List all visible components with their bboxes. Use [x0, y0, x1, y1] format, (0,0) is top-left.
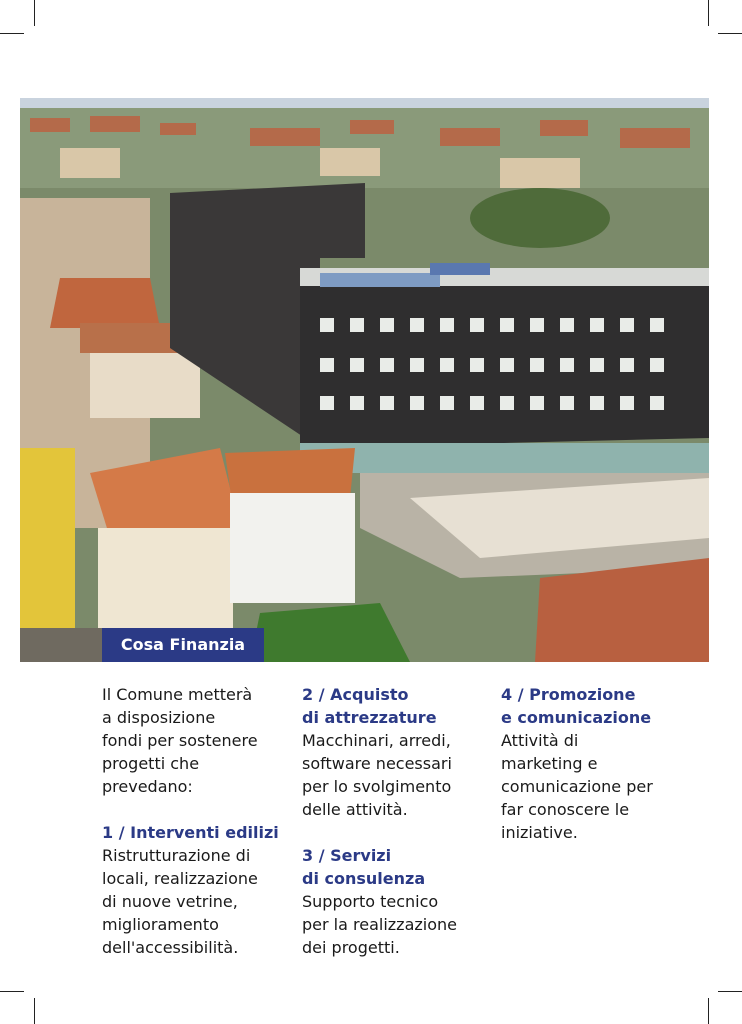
intro-line: Il Comune metterà	[102, 685, 253, 704]
column-3	[501, 683, 701, 844]
item-1-body: miglioramento	[102, 915, 219, 934]
intro-line: fondi per sostenere	[102, 731, 258, 750]
item-4-body: marketing e	[501, 754, 598, 773]
item-4-heading: e comunicazione	[501, 708, 652, 727]
item-1-heading: 1 / Interventi edilizi	[102, 823, 279, 842]
item-3-body: dei progetti.	[302, 938, 400, 957]
crop-mark	[708, 998, 709, 1024]
crop-mark	[0, 33, 24, 34]
crop-mark	[34, 998, 35, 1024]
item-4-body: iniziative.	[501, 823, 578, 842]
item-4-heading: 4 / Promozione	[501, 685, 636, 704]
item-4-body: comunicazione per	[501, 777, 653, 796]
item-4-body: Attività di	[501, 731, 579, 750]
item-1-body: locali, realizzazione	[102, 869, 258, 888]
item-3-heading: 3 / Servizi	[302, 846, 392, 865]
item-3-body: per la realizzazione	[302, 915, 457, 934]
crop-mark	[718, 991, 742, 992]
crop-mark	[718, 33, 742, 34]
item-2-body: per lo svolgimento	[302, 777, 452, 796]
intro-line: progetti che	[102, 754, 200, 773]
item-1-body: di nuove vetrine,	[102, 892, 238, 911]
item-2-heading: di attrezzature	[302, 708, 437, 727]
item-4-body: far conoscere le	[501, 800, 630, 819]
aerial-photo	[20, 98, 709, 662]
intro-line: a disposizione	[102, 708, 216, 727]
item-2-heading: 2 / Acquisto	[302, 685, 409, 704]
spacer	[102, 798, 287, 821]
crop-mark	[0, 991, 24, 992]
item-3-heading: di consulenza	[302, 869, 426, 888]
column-2	[302, 683, 487, 959]
column-1	[102, 683, 287, 959]
spacer	[302, 821, 487, 844]
item-1-body: Ristrutturazione di	[102, 846, 251, 865]
section-tag: Cosa Finanzia	[102, 628, 264, 662]
item-2-body: Macchinari, arredi,	[302, 731, 451, 750]
crop-mark	[708, 0, 709, 26]
crop-mark	[34, 0, 35, 26]
item-1-body: dell'accessibilità.	[102, 938, 239, 957]
item-2-body: delle attività.	[302, 800, 408, 819]
intro-line: prevedano:	[102, 777, 193, 796]
item-3-body: Supporto tecnico	[302, 892, 439, 911]
item-2-body: software necessari	[302, 754, 452, 773]
